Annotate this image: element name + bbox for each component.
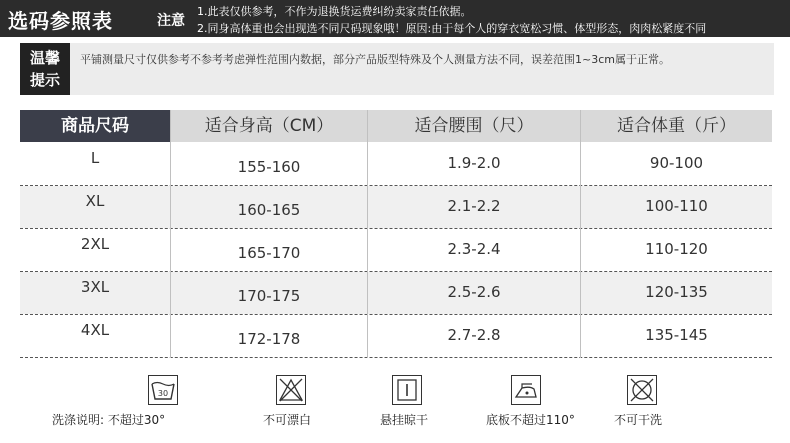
- hang-dry-icon: [392, 375, 422, 405]
- page-title: 选码参照表: [8, 9, 113, 33]
- note-line-2: 2.同身高体重也会出现选不同尺码现象哦！原因:由于每个人的穿衣宽松习惯、体型形态，肉肉松紧度不同: [197, 22, 707, 35]
- cell-height: 160-165: [237, 201, 301, 219]
- cell-height: 172-178: [237, 330, 301, 348]
- row-divider: [20, 314, 772, 315]
- cell-waist: 2.1-2.2: [447, 197, 501, 215]
- cell-size: L: [90, 149, 100, 167]
- cell-waist: 2.7-2.8: [447, 326, 501, 344]
- cell-size: 3XL: [80, 278, 110, 296]
- care-label-iron: 底板不超过110°: [486, 413, 575, 427]
- table-row: [20, 186, 772, 228]
- note-line-1: 1.此表仅供参考，不作为退换货运费纠纷卖家责任依据。: [197, 5, 472, 18]
- column-divider: [580, 110, 581, 358]
- tip-text: 平铺测量尺寸仅供参考不参考考虑弹性范围内数据，部分产品版型特殊及个人测量方法不同，误差范围1~3cm属于正常。: [80, 53, 670, 66]
- header-weight: 适合体重（斤）: [581, 110, 772, 142]
- cell-waist: 2.3-2.4: [447, 240, 501, 258]
- no-bleach-icon: [276, 375, 306, 405]
- cell-weight: 120-135: [645, 283, 708, 301]
- tip-label-line1: 温馨: [29, 49, 60, 67]
- cell-weight: 135-145: [645, 326, 708, 344]
- cell-weight: 90-100: [649, 154, 704, 172]
- tip-label: [20, 43, 70, 95]
- table-header: [20, 110, 772, 142]
- column-divider: [170, 110, 171, 358]
- cell-height: 155-160: [237, 158, 301, 176]
- tip-label-line2: 提示: [29, 71, 60, 89]
- row-divider: [20, 271, 772, 272]
- tip-box: [20, 43, 774, 95]
- cell-size: 2XL: [80, 235, 110, 253]
- header-bar: [0, 0, 790, 37]
- cell-waist: 2.5-2.6: [447, 283, 501, 301]
- table-row: [20, 229, 772, 271]
- cell-height: 165-170: [237, 244, 301, 262]
- no-dry-clean-icon: [627, 375, 657, 405]
- cell-weight: 100-110: [645, 197, 708, 215]
- cell-height: 170-175: [237, 287, 301, 305]
- column-divider: [367, 110, 368, 358]
- care-label-dryclean: 不可干洗: [614, 413, 663, 427]
- table-row: [20, 272, 772, 314]
- cell-weight: 110-120: [645, 240, 708, 258]
- wash-temp-text: 30: [157, 389, 169, 398]
- cell-size: XL: [85, 192, 105, 210]
- iron-110-icon: [511, 375, 541, 405]
- care-label-dry: 悬挂晾干: [380, 413, 429, 427]
- row-divider: [20, 357, 772, 358]
- wash-30-icon: [148, 375, 178, 405]
- header-height: 适合身高（CM）: [171, 110, 367, 142]
- note-label: 注意: [157, 13, 185, 29]
- care-label-bleach: 不可漂白: [263, 413, 312, 427]
- cell-waist: 1.9-2.0: [447, 154, 501, 172]
- row-divider: [20, 185, 772, 186]
- row-divider: [20, 228, 772, 229]
- header-size: 商品尺码: [20, 110, 170, 142]
- cell-size: 4XL: [80, 321, 110, 339]
- table-row: [20, 143, 772, 185]
- header-waist: 适合腰围（尺）: [368, 110, 580, 142]
- table-row: [20, 315, 772, 357]
- care-label-wash: 洗涤说明: 不超过30°: [52, 413, 166, 427]
